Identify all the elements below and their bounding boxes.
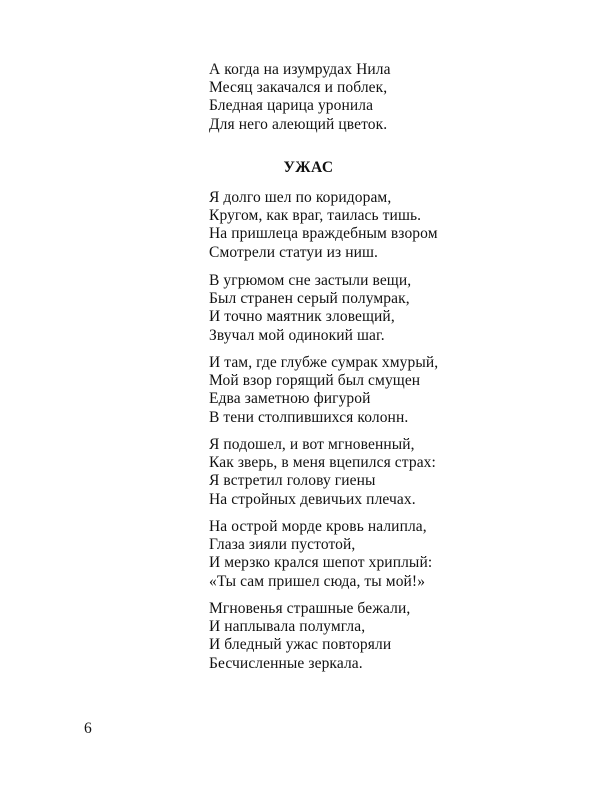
intro-stanza: [209, 61, 391, 134]
verse-line: И там, где глубже сумрак хмурый,: [209, 354, 439, 371]
stanza-5: [209, 518, 432, 591]
stanza-1: [209, 189, 438, 262]
verse-line: На стройных девичьих плечах.: [209, 490, 416, 508]
stanza-6: [209, 600, 410, 673]
verse-line: Я подошел, и вот мгновенный,: [209, 436, 415, 453]
verse-line: Кругом, как враг, таилась тишь.: [209, 207, 422, 225]
verse-line: И мерзко крался шепот хриплый:: [209, 554, 433, 572]
verse-line: Мой взор горящий был смущен: [209, 372, 421, 390]
verse-line: В угрюмом сне застыли вещи,: [209, 272, 412, 289]
verse-line: Я встретил голову гиены: [209, 472, 376, 490]
verse-line: На пришлеца враждебным взором: [209, 225, 438, 243]
verse-line: Для него алеющий цветок.: [209, 115, 388, 133]
verse-line: Я долго шел по коридорам,: [209, 189, 392, 206]
page-number: 6: [84, 720, 92, 737]
verse-line: Мгновенья страшные бежали,: [209, 600, 411, 617]
stanza-3: [209, 354, 438, 427]
verse-line: Был странен серый полумрак,: [209, 290, 410, 308]
poem-title: УЖАС: [283, 159, 334, 176]
verse-line: И наплывала полумгла,: [209, 618, 366, 636]
verse-line: В тени столпившихся колонн.: [209, 408, 409, 426]
verse-line: Как зверь, в меня вцепился страх:: [209, 454, 436, 472]
verse-line: «Ты сам пришел сюда, ты мой!»: [209, 572, 426, 590]
verse-line: Звучал мой одинокий шаг.: [209, 326, 385, 344]
stanza-2: [209, 272, 411, 345]
verse-line: И бледный ужас повторяли: [209, 636, 392, 654]
verse-line: А когда на изумрудах Нила: [209, 61, 391, 78]
verse-line: На острой морде кровь налипла,: [209, 518, 427, 535]
stanza-4: [209, 436, 436, 509]
verse-line: Едва заметною фигурой: [209, 390, 371, 408]
verse-line: Смотрели статуи из ниш.: [209, 243, 378, 261]
verse-line: Бледная царица уронила: [209, 97, 374, 115]
verse-line: И точно маятник зловещий,: [209, 308, 395, 326]
verse-line: Бесчисленные зеркала.: [209, 654, 363, 672]
verse-line: Глаза зияли пустотой,: [209, 536, 356, 554]
verse-line: Месяц закачался и поблек,: [209, 79, 388, 97]
